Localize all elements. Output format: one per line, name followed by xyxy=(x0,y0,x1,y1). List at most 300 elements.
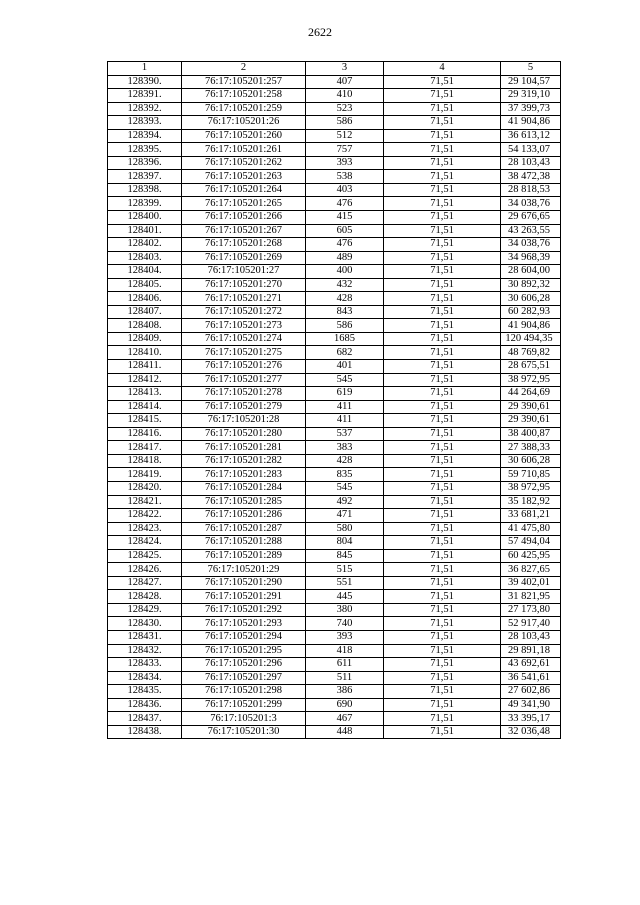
cadastral-number-cell: 76:17:105201:281 xyxy=(182,441,306,455)
cadastral-number-cell: 76:17:105201:263 xyxy=(182,170,306,184)
rate-cell: 71,51 xyxy=(384,156,501,170)
area-cell: 393 xyxy=(306,156,384,170)
amount-cell: 29 676,65 xyxy=(501,211,561,225)
cadastral-number-cell: 76:17:105201:260 xyxy=(182,129,306,143)
row-number-cell: 128399. xyxy=(108,197,182,211)
table-row xyxy=(108,183,561,197)
row-number-cell: 128425. xyxy=(108,549,182,563)
table-body xyxy=(108,62,561,739)
table-row xyxy=(108,441,561,455)
table-row xyxy=(108,265,561,279)
table-row xyxy=(108,197,561,211)
rate-cell: 71,51 xyxy=(384,630,501,644)
table-row xyxy=(108,360,561,374)
cadastral-number-cell: 76:17:105201:294 xyxy=(182,630,306,644)
rate-cell: 71,51 xyxy=(384,576,501,590)
amount-cell: 120 494,35 xyxy=(501,332,561,346)
rate-cell: 71,51 xyxy=(384,685,501,699)
amount-cell: 36 827,65 xyxy=(501,563,561,577)
amount-cell: 37 399,73 xyxy=(501,102,561,116)
table-row xyxy=(108,630,561,644)
amount-cell: 28 604,00 xyxy=(501,265,561,279)
table-row xyxy=(108,712,561,726)
amount-cell: 39 402,01 xyxy=(501,576,561,590)
column-header: 5 xyxy=(501,62,561,76)
rate-cell: 71,51 xyxy=(384,129,501,143)
cadastral-number-cell: 76:17:105201:291 xyxy=(182,590,306,604)
area-cell: 551 xyxy=(306,576,384,590)
row-number-cell: 128418. xyxy=(108,454,182,468)
area-cell: 415 xyxy=(306,211,384,225)
rate-cell: 71,51 xyxy=(384,75,501,89)
cadastral-number-cell: 76:17:105201:292 xyxy=(182,603,306,617)
rate-cell: 71,51 xyxy=(384,319,501,333)
rate-cell: 71,51 xyxy=(384,170,501,184)
row-number-cell: 128400. xyxy=(108,211,182,225)
row-number-cell: 128424. xyxy=(108,536,182,550)
table-row xyxy=(108,305,561,319)
table-row xyxy=(108,468,561,482)
amount-cell: 38 472,38 xyxy=(501,170,561,184)
row-number-cell: 128398. xyxy=(108,183,182,197)
amount-cell: 28 103,43 xyxy=(501,156,561,170)
rate-cell: 71,51 xyxy=(384,725,501,739)
area-cell: 835 xyxy=(306,468,384,482)
table-row xyxy=(108,698,561,712)
rate-cell: 71,51 xyxy=(384,454,501,468)
area-cell: 580 xyxy=(306,522,384,536)
row-number-cell: 128393. xyxy=(108,116,182,130)
rate-cell: 71,51 xyxy=(384,211,501,225)
area-cell: 515 xyxy=(306,563,384,577)
rate-cell: 71,51 xyxy=(384,197,501,211)
row-number-cell: 128390. xyxy=(108,75,182,89)
table-row xyxy=(108,170,561,184)
cadastral-number-cell: 76:17:105201:3 xyxy=(182,712,306,726)
cadastral-number-cell: 76:17:105201:265 xyxy=(182,197,306,211)
table-row xyxy=(108,156,561,170)
cadastral-number-cell: 76:17:105201:28 xyxy=(182,414,306,428)
cadastral-number-cell: 76:17:105201:269 xyxy=(182,251,306,265)
rate-cell: 71,51 xyxy=(384,373,501,387)
cadastral-number-cell: 76:17:105201:270 xyxy=(182,278,306,292)
row-number-cell: 128405. xyxy=(108,278,182,292)
area-cell: 845 xyxy=(306,549,384,563)
cadastral-number-cell: 76:17:105201:259 xyxy=(182,102,306,116)
amount-cell: 28 675,51 xyxy=(501,360,561,374)
row-number-cell: 128434. xyxy=(108,671,182,685)
row-number-cell: 128437. xyxy=(108,712,182,726)
cadastral-number-cell: 76:17:105201:283 xyxy=(182,468,306,482)
rate-cell: 71,51 xyxy=(384,414,501,428)
cadastral-number-cell: 76:17:105201:276 xyxy=(182,360,306,374)
row-number-cell: 128401. xyxy=(108,224,182,238)
table-row xyxy=(108,211,561,225)
rate-cell: 71,51 xyxy=(384,468,501,482)
amount-cell: 60 425,95 xyxy=(501,549,561,563)
amount-cell: 59 710,85 xyxy=(501,468,561,482)
cadastral-number-cell: 76:17:105201:290 xyxy=(182,576,306,590)
area-cell: 538 xyxy=(306,170,384,184)
rate-cell: 71,51 xyxy=(384,522,501,536)
area-cell: 682 xyxy=(306,346,384,360)
amount-cell: 27 173,80 xyxy=(501,603,561,617)
table-row xyxy=(108,549,561,563)
area-cell: 410 xyxy=(306,89,384,103)
rate-cell: 71,51 xyxy=(384,563,501,577)
amount-cell: 28 103,43 xyxy=(501,630,561,644)
area-cell: 386 xyxy=(306,685,384,699)
area-cell: 428 xyxy=(306,292,384,306)
rate-cell: 71,51 xyxy=(384,89,501,103)
area-cell: 383 xyxy=(306,441,384,455)
cadastral-number-cell: 76:17:105201:262 xyxy=(182,156,306,170)
rate-cell: 71,51 xyxy=(384,712,501,726)
rate-cell: 71,51 xyxy=(384,360,501,374)
amount-cell: 52 917,40 xyxy=(501,617,561,631)
amount-cell: 34 038,76 xyxy=(501,238,561,252)
row-number-cell: 128415. xyxy=(108,414,182,428)
rate-cell: 71,51 xyxy=(384,698,501,712)
amount-cell: 44 264,69 xyxy=(501,387,561,401)
amount-cell: 41 904,86 xyxy=(501,319,561,333)
amount-cell: 38 400,87 xyxy=(501,427,561,441)
row-number-cell: 128392. xyxy=(108,102,182,116)
table-row xyxy=(108,414,561,428)
amount-cell: 41 904,86 xyxy=(501,116,561,130)
amount-cell: 36 613,12 xyxy=(501,129,561,143)
amount-cell: 49 341,90 xyxy=(501,698,561,712)
row-number-cell: 128423. xyxy=(108,522,182,536)
area-cell: 489 xyxy=(306,251,384,265)
amount-cell: 38 972,95 xyxy=(501,373,561,387)
table-row xyxy=(108,89,561,103)
table-row xyxy=(108,495,561,509)
table-header-row xyxy=(108,62,561,76)
amount-cell: 36 541,61 xyxy=(501,671,561,685)
amount-cell: 29 891,18 xyxy=(501,644,561,658)
row-number-cell: 128426. xyxy=(108,563,182,577)
table-row xyxy=(108,481,561,495)
row-number-cell: 128409. xyxy=(108,332,182,346)
cadastral-number-cell: 76:17:105201:268 xyxy=(182,238,306,252)
row-number-cell: 128416. xyxy=(108,427,182,441)
table-row xyxy=(108,116,561,130)
row-number-cell: 128420. xyxy=(108,481,182,495)
table-row xyxy=(108,129,561,143)
amount-cell: 33 395,17 xyxy=(501,712,561,726)
rate-cell: 71,51 xyxy=(384,644,501,658)
area-cell: 445 xyxy=(306,590,384,604)
cadastral-number-cell: 76:17:105201:30 xyxy=(182,725,306,739)
table-row xyxy=(108,725,561,739)
amount-cell: 35 182,92 xyxy=(501,495,561,509)
row-number-cell: 128402. xyxy=(108,238,182,252)
area-cell: 476 xyxy=(306,238,384,252)
amount-cell: 34 968,39 xyxy=(501,251,561,265)
column-header: 3 xyxy=(306,62,384,76)
table-row xyxy=(108,563,561,577)
table-row xyxy=(108,238,561,252)
amount-cell: 48 769,82 xyxy=(501,346,561,360)
rate-cell: 71,51 xyxy=(384,251,501,265)
area-cell: 619 xyxy=(306,387,384,401)
cadastral-number-cell: 76:17:105201:267 xyxy=(182,224,306,238)
amount-cell: 43 263,55 xyxy=(501,224,561,238)
amount-cell: 30 606,28 xyxy=(501,454,561,468)
rate-cell: 71,51 xyxy=(384,658,501,672)
area-cell: 690 xyxy=(306,698,384,712)
cadastral-number-cell: 76:17:105201:271 xyxy=(182,292,306,306)
area-cell: 471 xyxy=(306,509,384,523)
cadastral-number-cell: 76:17:105201:298 xyxy=(182,685,306,699)
cadastral-number-cell: 76:17:105201:282 xyxy=(182,454,306,468)
cadastral-number-cell: 76:17:105201:29 xyxy=(182,563,306,577)
cadastral-number-cell: 76:17:105201:299 xyxy=(182,698,306,712)
cadastral-number-cell: 76:17:105201:297 xyxy=(182,671,306,685)
row-number-cell: 128430. xyxy=(108,617,182,631)
row-number-cell: 128411. xyxy=(108,360,182,374)
amount-cell: 57 494,04 xyxy=(501,536,561,550)
row-number-cell: 128395. xyxy=(108,143,182,157)
row-number-cell: 128421. xyxy=(108,495,182,509)
cadastral-number-cell: 76:17:105201:288 xyxy=(182,536,306,550)
table-row xyxy=(108,102,561,116)
row-number-cell: 128413. xyxy=(108,387,182,401)
cadastral-number-cell: 76:17:105201:275 xyxy=(182,346,306,360)
row-number-cell: 128403. xyxy=(108,251,182,265)
amount-cell: 30 606,28 xyxy=(501,292,561,306)
area-cell: 545 xyxy=(306,373,384,387)
amount-cell: 29 104,57 xyxy=(501,75,561,89)
rate-cell: 71,51 xyxy=(384,509,501,523)
amount-cell: 29 390,61 xyxy=(501,400,561,414)
rate-cell: 71,51 xyxy=(384,116,501,130)
row-number-cell: 128431. xyxy=(108,630,182,644)
table-row xyxy=(108,658,561,672)
rate-cell: 71,51 xyxy=(384,278,501,292)
amount-cell: 27 602,86 xyxy=(501,685,561,699)
amount-cell: 54 133,07 xyxy=(501,143,561,157)
area-cell: 537 xyxy=(306,427,384,441)
area-cell: 418 xyxy=(306,644,384,658)
amount-cell: 30 892,32 xyxy=(501,278,561,292)
rate-cell: 71,51 xyxy=(384,238,501,252)
table-row xyxy=(108,75,561,89)
table-row xyxy=(108,644,561,658)
rate-cell: 71,51 xyxy=(384,536,501,550)
rate-cell: 71,51 xyxy=(384,400,501,414)
row-number-cell: 128414. xyxy=(108,400,182,414)
area-cell: 1685 xyxy=(306,332,384,346)
area-cell: 804 xyxy=(306,536,384,550)
cadastral-number-cell: 76:17:105201:295 xyxy=(182,644,306,658)
row-number-cell: 128417. xyxy=(108,441,182,455)
table-row xyxy=(108,427,561,441)
area-cell: 511 xyxy=(306,671,384,685)
rate-cell: 71,51 xyxy=(384,224,501,238)
table-row xyxy=(108,251,561,265)
cadastral-number-cell: 76:17:105201:26 xyxy=(182,116,306,130)
area-cell: 476 xyxy=(306,197,384,211)
cadastral-number-cell: 76:17:105201:285 xyxy=(182,495,306,509)
cadastral-number-cell: 76:17:105201:257 xyxy=(182,75,306,89)
amount-cell: 38 972,95 xyxy=(501,481,561,495)
area-cell: 403 xyxy=(306,183,384,197)
table-row xyxy=(108,143,561,157)
area-cell: 428 xyxy=(306,454,384,468)
area-cell: 432 xyxy=(306,278,384,292)
cadastral-number-cell: 76:17:105201:266 xyxy=(182,211,306,225)
rate-cell: 71,51 xyxy=(384,292,501,306)
amount-cell: 43 692,61 xyxy=(501,658,561,672)
cadastral-number-cell: 76:17:105201:261 xyxy=(182,143,306,157)
table-row xyxy=(108,509,561,523)
column-header: 2 xyxy=(182,62,306,76)
cadastral-number-cell: 76:17:105201:287 xyxy=(182,522,306,536)
column-header: 4 xyxy=(384,62,501,76)
cadastral-number-cell: 76:17:105201:272 xyxy=(182,305,306,319)
cadastral-number-cell: 76:17:105201:280 xyxy=(182,427,306,441)
rate-cell: 71,51 xyxy=(384,495,501,509)
rate-cell: 71,51 xyxy=(384,265,501,279)
rate-cell: 71,51 xyxy=(384,590,501,604)
row-number-cell: 128410. xyxy=(108,346,182,360)
table-row xyxy=(108,346,561,360)
cadastral-number-cell: 76:17:105201:284 xyxy=(182,481,306,495)
row-number-cell: 128407. xyxy=(108,305,182,319)
amount-cell: 28 818,53 xyxy=(501,183,561,197)
row-number-cell: 128406. xyxy=(108,292,182,306)
row-number-cell: 128422. xyxy=(108,509,182,523)
amount-cell: 27 388,33 xyxy=(501,441,561,455)
table-row xyxy=(108,387,561,401)
cadastral-number-cell: 76:17:105201:296 xyxy=(182,658,306,672)
area-cell: 400 xyxy=(306,265,384,279)
row-number-cell: 128433. xyxy=(108,658,182,672)
row-number-cell: 128396. xyxy=(108,156,182,170)
table-row xyxy=(108,332,561,346)
cadastral-number-cell: 76:17:105201:258 xyxy=(182,89,306,103)
amount-cell: 32 036,48 xyxy=(501,725,561,739)
area-cell: 523 xyxy=(306,102,384,116)
row-number-cell: 128408. xyxy=(108,319,182,333)
area-cell: 407 xyxy=(306,75,384,89)
cadastral-number-cell: 76:17:105201:273 xyxy=(182,319,306,333)
area-cell: 740 xyxy=(306,617,384,631)
row-number-cell: 128419. xyxy=(108,468,182,482)
amount-cell: 31 821,95 xyxy=(501,590,561,604)
area-cell: 843 xyxy=(306,305,384,319)
rate-cell: 71,51 xyxy=(384,481,501,495)
area-cell: 545 xyxy=(306,481,384,495)
row-number-cell: 128412. xyxy=(108,373,182,387)
amount-cell: 41 475,80 xyxy=(501,522,561,536)
area-cell: 611 xyxy=(306,658,384,672)
row-number-cell: 128429. xyxy=(108,603,182,617)
row-number-cell: 128435. xyxy=(108,685,182,699)
row-number-cell: 128427. xyxy=(108,576,182,590)
table-row xyxy=(108,522,561,536)
rate-cell: 71,51 xyxy=(384,427,501,441)
rate-cell: 71,51 xyxy=(384,305,501,319)
cadastral-number-cell: 76:17:105201:27 xyxy=(182,265,306,279)
row-number-cell: 128397. xyxy=(108,170,182,184)
table-row xyxy=(108,224,561,238)
rate-cell: 71,51 xyxy=(384,441,501,455)
area-cell: 757 xyxy=(306,143,384,157)
area-cell: 586 xyxy=(306,319,384,333)
cadastral-number-cell: 76:17:105201:289 xyxy=(182,549,306,563)
rate-cell: 71,51 xyxy=(384,603,501,617)
rate-cell: 71,51 xyxy=(384,387,501,401)
amount-cell: 34 038,76 xyxy=(501,197,561,211)
amount-cell: 29 319,10 xyxy=(501,89,561,103)
area-cell: 492 xyxy=(306,495,384,509)
cadastral-number-cell: 76:17:105201:279 xyxy=(182,400,306,414)
area-cell: 411 xyxy=(306,414,384,428)
cadastral-number-cell: 76:17:105201:264 xyxy=(182,183,306,197)
cadastral-number-cell: 76:17:105201:286 xyxy=(182,509,306,523)
area-cell: 393 xyxy=(306,630,384,644)
area-cell: 380 xyxy=(306,603,384,617)
area-cell: 411 xyxy=(306,400,384,414)
area-cell: 467 xyxy=(306,712,384,726)
table-row xyxy=(108,603,561,617)
rate-cell: 71,51 xyxy=(384,332,501,346)
data-table xyxy=(107,61,561,739)
rate-cell: 71,51 xyxy=(384,183,501,197)
row-number-cell: 128436. xyxy=(108,698,182,712)
area-cell: 448 xyxy=(306,725,384,739)
table-row xyxy=(108,590,561,604)
row-number-cell: 128391. xyxy=(108,89,182,103)
amount-cell: 33 681,21 xyxy=(501,509,561,523)
row-number-cell: 128404. xyxy=(108,265,182,279)
rate-cell: 71,51 xyxy=(384,346,501,360)
table-row xyxy=(108,671,561,685)
cadastral-number-cell: 76:17:105201:274 xyxy=(182,332,306,346)
table-row xyxy=(108,454,561,468)
rate-cell: 71,51 xyxy=(384,143,501,157)
row-number-cell: 128432. xyxy=(108,644,182,658)
row-number-cell: 128394. xyxy=(108,129,182,143)
table-row xyxy=(108,400,561,414)
column-header: 1 xyxy=(108,62,182,76)
area-cell: 512 xyxy=(306,129,384,143)
rate-cell: 71,51 xyxy=(384,671,501,685)
table-row xyxy=(108,685,561,699)
table-row xyxy=(108,536,561,550)
row-number-cell: 128428. xyxy=(108,590,182,604)
amount-cell: 60 282,93 xyxy=(501,305,561,319)
area-cell: 401 xyxy=(306,360,384,374)
rate-cell: 71,51 xyxy=(384,549,501,563)
table-row xyxy=(108,292,561,306)
amount-cell: 29 390,61 xyxy=(501,414,561,428)
table-row xyxy=(108,576,561,590)
table-row xyxy=(108,319,561,333)
area-cell: 586 xyxy=(306,116,384,130)
table-row xyxy=(108,278,561,292)
area-cell: 605 xyxy=(306,224,384,238)
rate-cell: 71,51 xyxy=(384,617,501,631)
rate-cell: 71,51 xyxy=(384,102,501,116)
table-row xyxy=(108,373,561,387)
table-row xyxy=(108,617,561,631)
cadastral-number-cell: 76:17:105201:293 xyxy=(182,617,306,631)
page-number: 2622 xyxy=(308,25,332,39)
